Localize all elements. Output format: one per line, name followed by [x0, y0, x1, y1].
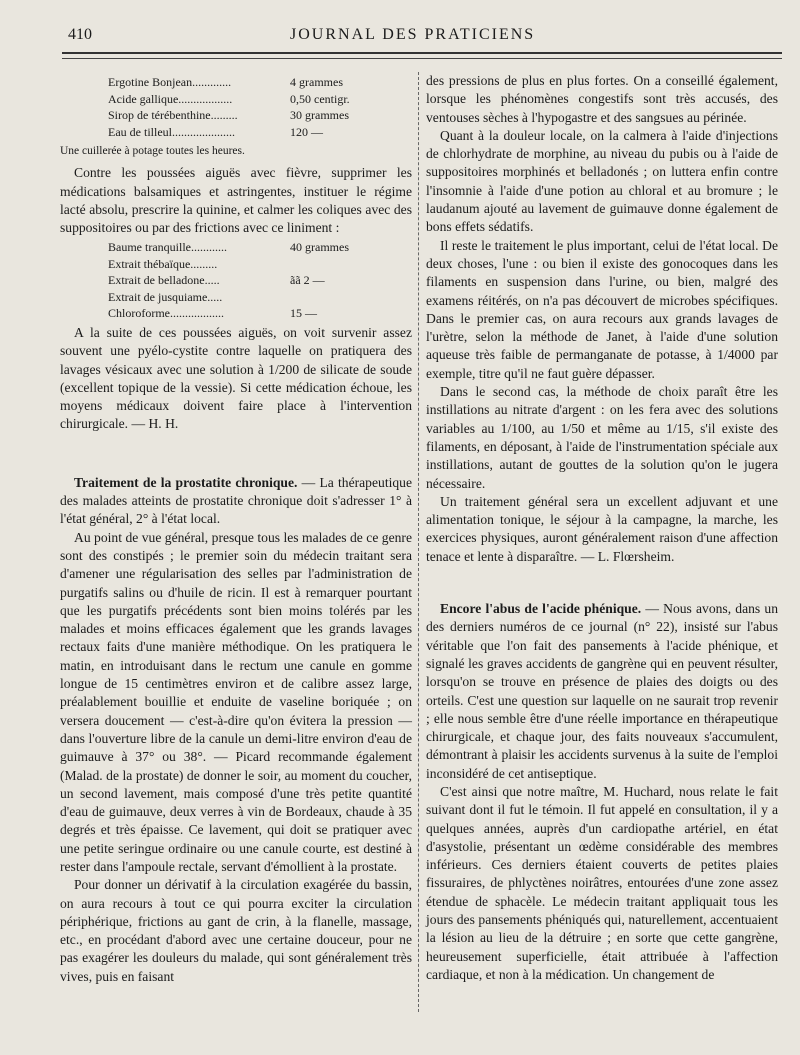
formula-row: [108, 289, 412, 306]
quantity: 120 —: [290, 124, 323, 139]
formula-row: [108, 256, 412, 273]
quantity: 15 —: [290, 306, 317, 321]
quantity: 30 grammes: [290, 108, 349, 122]
ingredient: Sirop de térébenthine.........: [108, 108, 238, 122]
section-intro: — Nous avons, dans un des derniers numéros de ce journal (n° 22), insisté sur l'abus véritable que l'on fait des pansements à l'acide phénique, et signalé les graves accidents de gangrène qui en peuvent résulter, lorsqu'on se trouve en présence de plaies des doigts ou des orteils. C'est une question sur laquelle on ne saurait trop revenir ; elle nous semble être d'une réelle importance en thérapeutique chirurgicale, et chaque jour, des faits nouveaux s'accumulent, démontrant à plaisir les accidents survenus à la suite de l'emploi inconsidéré de cet antiseptique.: [426, 601, 778, 781]
left-column: [60, 72, 412, 986]
quantity: 40 grammes: [290, 240, 349, 255]
quantity: 0,50 centigr.: [290, 91, 350, 106]
formula-row: [108, 239, 412, 256]
section-gap: [426, 566, 778, 600]
page-number: 410: [68, 26, 92, 43]
paragraph: des pressions de plus en plus fortes. On a conseillé également, lorsque les phénomènes congestifs sont très accusés, des ventouses sèches à l'hypogastre et des sangsues au périnée.: [426, 73, 778, 125]
ingredient: Eau de tilleul.....................: [108, 124, 235, 139]
formula-row: [108, 91, 412, 108]
formula-row: [108, 74, 412, 91]
section-title: Traitement de la prostatite chronique.: [74, 474, 298, 490]
quantity: [290, 289, 380, 306]
paragraph: Dans le second cas, la méthode de choix paraît être les instillations au nitrate d'argent : on les fera avec des solutions variables au 1/100, au 1/50 et même au 1/15, s'il existe des filaments, en déposant, à l'aide de l'instrumentation spéciale aux instillations, autant de gouttes de la solution qu'on le jugera nécessaire.: [426, 384, 778, 491]
header-rule-thin: [62, 58, 782, 59]
dosage-note: Une cuillerée à potage toutes les heures.: [60, 145, 245, 157]
section-intro: — La thérapeutique des malades atteints de prostatite chronique doit s'adresser 1° à l'état général, 2° à l'état local.: [60, 474, 412, 527]
running-title: JOURNAL DES PRATICIENS: [290, 26, 536, 43]
formula-row: [108, 305, 412, 322]
header-rule: [62, 52, 782, 54]
section-paragraph: [60, 474, 412, 529]
ingredient: Extrait de belladone.....: [108, 273, 220, 288]
paragraph: Il reste le traitement le plus important, celui de l'état local. De deux choses, l'une : ou bien il existe des gonocoques dans les filaments en suspension dans l'urine, ou bien, malgré des examens réitérés, on n'a pas découvert de microbes spécifiques. Dans le premier cas, on aura recours aux grands lavages de l'urètre, selon la méthode de Janet, à l'aide d'une solution aqueuse très faible de permanganate de potasse, à 1/4000 par exemple, titre qu'il ne faut guère dépasser.: [426, 237, 778, 381]
paragraph: Pour donner un dérivatif à la circulation exagérée du bassin, on aura recours à tout ce qui pourra exciter la circulation périphérique, frictions au gant de crin, à la flanelle, massage, etc., en procédant d'abord avec une certaine douceur, pour ne pas exagérer les douleurs du malade, qui sont généralement très vives, puis en faisant: [60, 877, 412, 984]
paragraph: Quant à la douleur locale, on la calmera à l'aide d'injections de chlorhydrate de morphine, au niveau du pubis ou à l'aide de suppositoires morphinés et belladonés ; on luttera enfin contre l'insomnie à l'aide d'une potion au chloral et au bromure ; le laudanum ajouté au lavement de guimauve donne également de bons effets sédatifs.: [426, 127, 778, 235]
quantity: [290, 256, 380, 273]
formula-ergotine: [108, 74, 412, 140]
ingredient: Ergotine Bonjean.............: [108, 75, 232, 89]
ingredient: Extrait thébaïque.........: [108, 256, 218, 271]
quantity: 4 grammes: [290, 75, 343, 89]
formula-row: [108, 272, 412, 289]
ingredient: Baume tranquille............: [108, 240, 227, 255]
formula-liniment: [108, 239, 412, 322]
quantity: ãã 2 —: [290, 273, 325, 288]
formula-row: [108, 124, 412, 141]
paragraph: Un traitement général sera un excellent adjuvant et une alimentation tonique, le séjour à la campagne, la marche, les exercices physiques, auront généralement raison d'une affection tenace et lente à disparaître. — L. Flœrsheim.: [426, 493, 778, 564]
section-paragraph: [426, 600, 778, 783]
right-column: [426, 72, 778, 984]
ingredient: Extrait de jusquiame.....: [108, 289, 223, 304]
formula-row: [108, 107, 412, 124]
paragraph: A la suite de ces poussées aiguës, on voit survenir assez souvent une pyélo-cystite contre laquelle on pratiquera des lavages vésicaux avec une solution à 1/200 de silicate de soude (excellent topique de la vessie). Si cette médication échoue, les moyens médicaux doivent faire place à l'intervention chirurgicale. — H. H.: [60, 324, 412, 432]
paragraph: Au point de vue général, presque tous les malades de ce genre sont des constipés ; le premier soin du médecin traitant sera d'amener une régularisation des selles par l'administration de purgatifs salins ou d'huile de ricin. Il est à remarquer pourtant que les purgatifs précédents sont bien moins tolérés par les malades et moins efficaces également que les grands lavages rectaux faits d'une manière méthodique. On les pratiquera le matin, en introduisant dans le rectum une canule en gomme longue de 15 centimètres environ et de calibre assez large, préalablement bouillie et enduite de vaseline boriquée ; on versera doucement — c'est-à-dire qu'on évitera la pression — dans l'ouverture libre de la canule un demi-litre environ d'eau de guimauve à 37° ou 38°. — Picard recommande également (Malad. de la prostate) de donner le soir, au moment du coucher, un second lavement, mais composé d'une très petite quantité d'eau de guimauve, deux verres à vin de Bordeaux, chaude à 35 degrés et très épaisse. Ce lavement, qui doit se pratiquer avec une petite seringue ordinaire ou une canule courte, est destiné à rester dans l'ampoule rectale, servant d'émollient à la prostate.: [60, 529, 412, 874]
section-title: Encore l'abus de l'acide phénique.: [440, 601, 642, 617]
column-divider: [418, 72, 419, 1012]
section-gap: [60, 434, 412, 474]
ingredient: Acide gallique..................: [108, 91, 233, 106]
ingredient: Chloroforme..................: [108, 306, 224, 321]
paragraph: C'est ainsi que notre maître, M. Huchard, nous relate le fait suivant dont il fut le témoin. Il fut appelé en consultation, il y a quelques années, auprès d'un cardiopathe artériel, en état d'asystolie, présentant un œdème considérable des membres inférieurs. Ces derniers étaient couverts de petites plaies fissuraires, de phlyctènes noirâtres, entourées d'une zone assez étendue de sphacèle. Le médecin traitant appliquait tous les jours des pansements phéniqués qui, naturellement, accentuaient la lésion au lieu de la détruire ; en sorte que cette gangrène, heureusement superficielle, était attribuée à l'affection cardiaque, et non à la médication. Un changement de: [426, 783, 778, 982]
paragraph: Contre les poussées aiguës avec fièvre, supprimer les médications balsamiques et astringentes, instituer le régime lacté absolu, prescrire la quinine, et calmer les coliques avec des suppositoires ou par des frictions avec ce liniment :: [60, 165, 412, 236]
